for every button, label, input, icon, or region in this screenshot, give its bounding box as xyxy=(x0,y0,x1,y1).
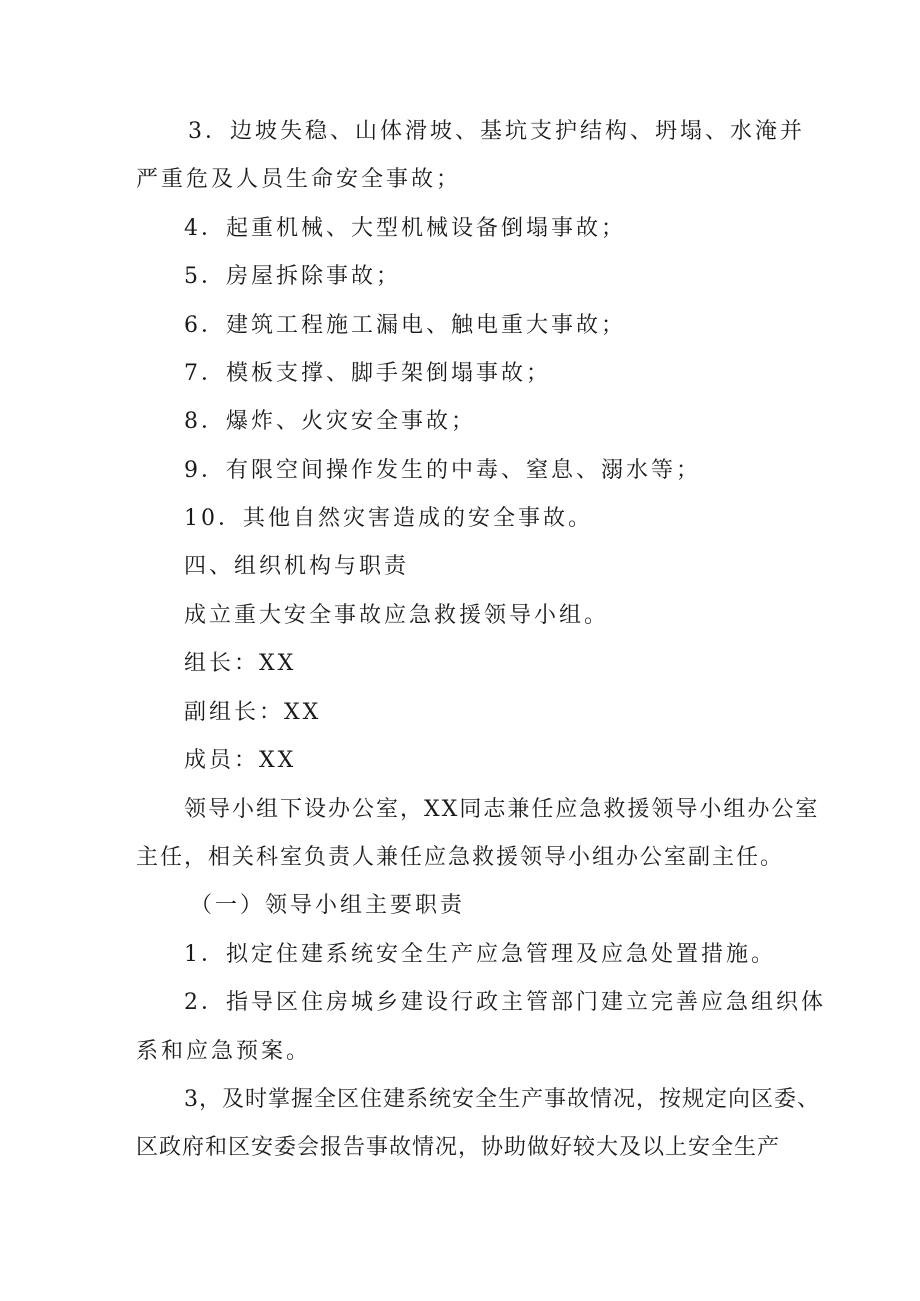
text-line-16: 主任，相关科室负责人兼任应急救援领导小组办公室副主任。 xyxy=(136,845,785,870)
text-line-11: 成立重大安全事故应急救援领导小组。 xyxy=(184,603,610,628)
section-heading-organization: 四、组织机构与职责 xyxy=(184,554,410,579)
text-line-4: 5．房屋拆除事故； xyxy=(184,264,401,289)
text-line-19: 2．指导区住房城乡建设行政主管部门建立完善应急组织体 xyxy=(184,990,826,1015)
text-line-5: 6．建筑工程施工漏电、触电重大事故； xyxy=(184,313,626,338)
text-line-1: 3．边坡失稳、山体滑坡、基坑支护结构、坍塌、水淹并 xyxy=(188,119,805,144)
text-line-22: 区政府和区安委会报告事故情况，协助做好较大及以上安全生产 xyxy=(136,1135,781,1160)
text-line-8: 9．有限空间操作发生的中毒、窒息、溺水等； xyxy=(184,458,701,483)
text-line-6: 7．模板支撑、脚手架倒塌事故； xyxy=(184,361,551,386)
text-line-21: 3，及时掌握全区住建系统安全生产事故情况，按规定向区委、 xyxy=(184,1087,820,1112)
text-line-7: 8．爆炸、火灾安全事故； xyxy=(184,409,476,434)
text-line-15: 领导小组下设办公室，XX同志兼任应急救援领导小组办公室 xyxy=(184,797,820,822)
text-line-members: 成员：XX xyxy=(184,748,297,773)
text-line-leader: 组长：XX xyxy=(184,651,297,676)
text-line-9: 10．其他自然灾害造成的安全事故。 xyxy=(184,506,593,531)
text-line-18: 1．拟定住建系统安全生产应急管理及应急处置措施。 xyxy=(184,942,776,967)
text-line-3: 4．起重机械、大型机械设备倒塌事故； xyxy=(184,216,626,241)
text-line-2: 严重危及人员生命安全事故； xyxy=(136,167,462,192)
text-line-deputy-leader: 副组长：XX xyxy=(184,700,322,725)
subsection-heading-duties: （一）领导小组主要职责 xyxy=(190,893,466,918)
text-line-20: 系和应急预案。 xyxy=(136,1039,312,1064)
